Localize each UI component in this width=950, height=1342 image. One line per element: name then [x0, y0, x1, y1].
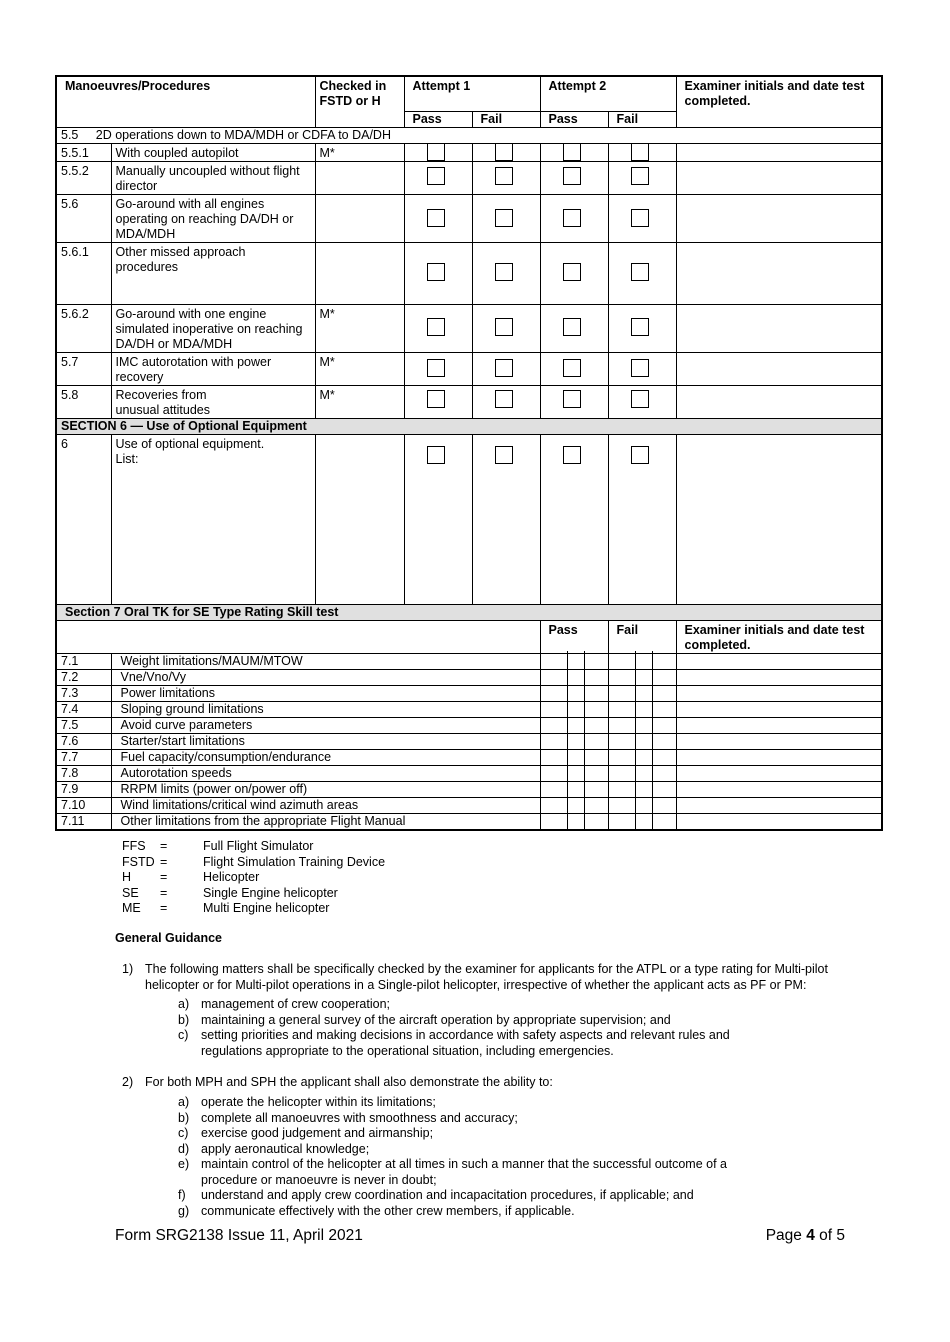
- s7-fail-header: Fail: [608, 620, 676, 653]
- optional-equipment-label: Use of optional equipment.: [115, 436, 265, 451]
- row-checked: [315, 434, 404, 604]
- table-row: [56, 161, 882, 194]
- tk-pass-box[interactable]: [567, 701, 585, 718]
- tk-description: Starter/start limitations: [111, 733, 540, 749]
- table-row: [56, 194, 882, 242]
- header-checked: Checked in FSTD or H: [315, 76, 404, 127]
- tk-fail-box[interactable]: [635, 765, 653, 782]
- tk-row: [56, 701, 882, 717]
- tk-fail-box[interactable]: [635, 717, 653, 734]
- section-7-row: [56, 604, 882, 620]
- attempt1-fail-checkbox[interactable]: [495, 446, 513, 464]
- section-5-5-title: 5.5 2D operations down to MDA/MDH or CDFA to DA/DH: [56, 127, 882, 143]
- attempt2-fail-checkbox[interactable]: [631, 209, 649, 227]
- tk-fail-box[interactable]: [635, 781, 653, 798]
- tk-description: Wind limitations/critical wind azimuth areas: [111, 797, 540, 813]
- attempt1-fail-checkbox[interactable]: [495, 390, 513, 408]
- tk-description: Vne/Vno/Vy: [111, 669, 540, 685]
- tk-row: [56, 781, 882, 797]
- section-7-header: [56, 620, 882, 653]
- tk-number: 7.8: [56, 765, 111, 781]
- examiner-cell[interactable]: [676, 653, 882, 669]
- abbreviation-row: FFS = Full Flight Simulator: [122, 839, 314, 853]
- header-attempt1: Attempt 1: [404, 76, 540, 111]
- tk-description: Fuel capacity/consumption/endurance: [111, 749, 540, 765]
- examiner-cell[interactable]: [676, 797, 882, 813]
- table-row: [56, 143, 882, 161]
- attempt1-pass-checkbox[interactable]: [427, 318, 445, 336]
- list-item: f) understand and apply crew coordination and incapacitation procedures, if applicable; and: [178, 1188, 694, 1202]
- examiner-cell[interactable]: [676, 669, 882, 685]
- row-description: Go-around with all engines operating on reaching DA/DH or MDA/MDH: [111, 194, 315, 242]
- list-item: c) exercise good judgement and airmanship;: [178, 1126, 434, 1140]
- skill-test-table: [55, 75, 883, 831]
- attempt2-pass-checkbox[interactable]: [563, 263, 581, 281]
- attempt2-pass-checkbox[interactable]: [563, 167, 581, 185]
- tk-pass-box[interactable]: [567, 765, 585, 782]
- tk-fail-box[interactable]: [635, 749, 653, 766]
- attempt1-fail-checkbox[interactable]: [495, 359, 513, 377]
- row-checked: M*: [315, 143, 404, 161]
- examiner-cell[interactable]: [676, 352, 882, 385]
- tk-number: 7.7: [56, 749, 111, 765]
- attempt2-fail-checkbox[interactable]: [631, 143, 649, 161]
- tk-fail-box[interactable]: [635, 733, 653, 750]
- row-description: Recoveries from unusual attitudes: [111, 385, 315, 418]
- tk-fail-box[interactable]: [635, 685, 653, 702]
- list-item: d) apply aeronautical knowledge;: [178, 1141, 370, 1156]
- examiner-cell[interactable]: [676, 242, 882, 304]
- row-number: 5.5.2: [56, 161, 111, 194]
- tk-number: 7.11: [56, 813, 111, 830]
- header-fail-2: Fail: [608, 111, 676, 127]
- tk-row: [56, 765, 882, 781]
- attempt2-pass-checkbox[interactable]: [563, 318, 581, 336]
- tk-number: 7.5: [56, 717, 111, 733]
- tk-number: 7.2: [56, 669, 111, 685]
- tk-pass-box[interactable]: [567, 717, 585, 734]
- table-row: [56, 242, 882, 304]
- table-row: [56, 385, 882, 418]
- section-5-5-row: [56, 127, 882, 143]
- header-row: [56, 76, 882, 111]
- tk-number: 7.3: [56, 685, 111, 701]
- row-checked: [315, 242, 404, 304]
- optional-equipment-list-label: List:: [115, 451, 139, 466]
- list-item: e) maintain control of the helicopter at all times in such a manner that the successful outcome of a procedure or manoeuvre is never in doubt;: [178, 1157, 727, 1187]
- list-item: c) setting priorities and making decisions in accordance with safety aspects and relevant rules and regulations appropriate to the operational situation, including emergencies.: [178, 1028, 730, 1058]
- row-checked: [315, 194, 404, 242]
- guidance-list-2: [168, 1095, 768, 1219]
- attempt1-fail-checkbox[interactable]: [495, 318, 513, 336]
- attempt2-pass-checkbox[interactable]: [563, 359, 581, 377]
- s7-pass-header: Pass: [540, 620, 608, 653]
- s7-examiner-header: Examiner initials and date test completed.: [676, 620, 882, 653]
- header-pass-1: Pass: [404, 111, 472, 127]
- header-pass-2: Pass: [540, 111, 608, 127]
- tk-pass-box[interactable]: [567, 781, 585, 798]
- tk-pass-box[interactable]: [567, 797, 585, 814]
- attempt1-pass-checkbox[interactable]: [427, 263, 445, 281]
- tk-pass-box[interactable]: [567, 669, 585, 686]
- tk-description: Other limitations from the appropriate Flight Manual: [111, 813, 540, 830]
- guidance-paragraph-1: 1) The following matters shall be specifically checked by the examiner for applicants for the ATPL or a type rating for Multi-pilot helicopter or for Multi-pilot operations in a Single-pilot helicopter, irrespective of whether the applicant acts as PF or PM:: [122, 962, 828, 992]
- tk-description: Avoid curve parameters: [111, 717, 540, 733]
- attempt2-pass-checkbox[interactable]: [563, 390, 581, 408]
- row-number: 5.8: [56, 385, 111, 418]
- table-row: [56, 434, 882, 604]
- tk-fail-box[interactable]: [635, 701, 653, 718]
- row-description: IMC autorotation with power recovery: [111, 352, 315, 385]
- table-row: [56, 304, 882, 352]
- tk-description: RRPM limits (power on/power off): [111, 781, 540, 797]
- row-checked: M*: [315, 304, 404, 352]
- row-checked: [315, 161, 404, 194]
- tk-number: 7.9: [56, 781, 111, 797]
- abbreviation-row: SE = Single Engine helicopter: [122, 885, 338, 900]
- section-6-title: SECTION 6 — Use of Optional Equipment: [56, 418, 882, 434]
- abbreviation-row: ME = Multi Engine helicopter: [122, 901, 330, 915]
- section-7-title: Section 7 Oral TK for SE Type Rating Skill test: [56, 604, 882, 620]
- examiner-cell[interactable]: [676, 733, 882, 749]
- page-number: Page 4 of 5: [765, 1227, 845, 1244]
- examiner-cell[interactable]: [676, 717, 882, 733]
- tk-row: [56, 685, 882, 701]
- row-number: 5.6.1: [56, 242, 111, 304]
- tk-pass-box[interactable]: [567, 651, 585, 670]
- list-item: b) maintaining a general survey of the aircraft operation by appropriate supervision; and: [178, 1012, 671, 1027]
- attempt1-pass-checkbox[interactable]: [427, 446, 445, 464]
- tk-number: 7.10: [56, 797, 111, 813]
- attempt1-fail-checkbox[interactable]: [495, 209, 513, 227]
- abbreviations-list: [122, 839, 385, 917]
- abbreviation-row: H = Helicopter: [122, 870, 260, 884]
- tk-number: 7.6: [56, 733, 111, 749]
- row-number: 5.5.1: [56, 143, 111, 161]
- examiner-cell[interactable]: [676, 304, 882, 352]
- examiner-cell[interactable]: [676, 143, 882, 161]
- list-item: b) complete all manoeuvres with smoothness and accuracy;: [178, 1110, 518, 1125]
- row-number: 5.6: [56, 194, 111, 242]
- examiner-cell[interactable]: [676, 194, 882, 242]
- tk-row: [56, 717, 882, 733]
- row-description: Manually uncoupled without flight director: [111, 161, 315, 194]
- row-description: With coupled autopilot: [111, 143, 315, 161]
- attempt2-pass-checkbox[interactable]: [563, 446, 581, 464]
- header-fail-1: Fail: [472, 111, 540, 127]
- list-item: g) communicate effectively with the other crew members, if applicable.: [178, 1203, 575, 1218]
- attempt2-pass-checkbox[interactable]: [563, 209, 581, 227]
- attempt1-pass-checkbox[interactable]: [427, 209, 445, 227]
- tk-fail-box[interactable]: [635, 669, 653, 686]
- examiner-cell[interactable]: [676, 161, 882, 194]
- row-description: Go-around with one engine simulated inoperative on reaching DA/DH or MDA/MDH: [111, 304, 315, 352]
- examiner-cell[interactable]: [676, 765, 882, 781]
- attempt1-fail-checkbox[interactable]: [495, 167, 513, 185]
- attempt2-fail-checkbox[interactable]: [631, 446, 649, 464]
- tk-pass-box[interactable]: [567, 813, 585, 830]
- tk-description: Sloping ground limitations: [111, 701, 540, 717]
- header-attempt2: Attempt 2: [540, 76, 676, 111]
- tk-row: [56, 653, 882, 669]
- header-examiner: Examiner initials and date test completed.: [676, 76, 882, 127]
- attempt1-pass-checkbox[interactable]: [427, 359, 445, 377]
- attempt2-fail-checkbox[interactable]: [631, 263, 649, 281]
- tk-description: Autorotation speeds: [111, 765, 540, 781]
- row-description: [111, 434, 315, 604]
- attempt2-fail-checkbox[interactable]: [631, 318, 649, 336]
- examiner-cell[interactable]: [676, 385, 882, 418]
- header-manoeuvres: Manoeuvres/Procedures: [56, 76, 315, 127]
- tk-pass-box[interactable]: [567, 749, 585, 766]
- examiner-cell[interactable]: [676, 701, 882, 717]
- abbreviation-row: FSTD = Flight Simulation Training Device: [122, 854, 386, 869]
- tk-pass-box[interactable]: [567, 733, 585, 750]
- attempt2-fail-checkbox[interactable]: [631, 390, 649, 408]
- tk-fail-box[interactable]: [635, 813, 653, 830]
- row-number: 5.7: [56, 352, 111, 385]
- tk-row: [56, 749, 882, 765]
- attempt2-pass-checkbox[interactable]: [563, 143, 581, 161]
- guidance-list-1: [168, 997, 768, 1059]
- tk-description: Power limitations: [111, 685, 540, 701]
- examiner-cell[interactable]: [676, 813, 882, 830]
- tk-description: Weight limitations/MAUM/MTOW: [111, 653, 540, 669]
- attempt1-pass-checkbox[interactable]: [427, 390, 445, 408]
- list-item: a) operate the helicopter within its limitations;: [178, 1095, 436, 1109]
- row-number: 6: [56, 434, 111, 604]
- row-checked: M*: [315, 352, 404, 385]
- tk-row: [56, 797, 882, 813]
- row-checked: M*: [315, 385, 404, 418]
- form-reference: Form SRG2138 Issue 11, April 2021: [115, 1227, 363, 1244]
- section-6-row: [56, 418, 882, 434]
- tk-number: 7.1: [56, 653, 111, 669]
- attempt2-fail-checkbox[interactable]: [631, 167, 649, 185]
- tk-row: [56, 813, 882, 830]
- tk-number: 7.4: [56, 701, 111, 717]
- attempt1-fail-checkbox[interactable]: [495, 263, 513, 281]
- attempt1-pass-checkbox[interactable]: [427, 143, 445, 161]
- row-number: 5.6.2: [56, 304, 111, 352]
- tk-pass-box[interactable]: [567, 685, 585, 702]
- tk-fail-box[interactable]: [635, 797, 653, 814]
- examiner-cell[interactable]: [676, 749, 882, 765]
- attempt1-pass-checkbox[interactable]: [427, 167, 445, 185]
- guidance-paragraph-2: 2) For both MPH and SPH the applicant shall also demonstrate the ability to:: [122, 1075, 553, 1089]
- tk-row: [56, 669, 882, 685]
- attempt1-fail-checkbox[interactable]: [495, 143, 513, 161]
- tk-row: [56, 733, 882, 749]
- general-guidance-heading: General Guidance: [115, 931, 222, 945]
- row-description: Other missed approach procedures: [111, 242, 315, 304]
- attempt2-fail-checkbox[interactable]: [631, 359, 649, 377]
- examiner-cell[interactable]: [676, 685, 882, 701]
- table-row: [56, 352, 882, 385]
- examiner-cell[interactable]: [676, 434, 882, 604]
- examiner-cell[interactable]: [676, 781, 882, 797]
- tk-fail-box[interactable]: [635, 651, 653, 670]
- list-item: a) management of crew cooperation;: [178, 997, 390, 1011]
